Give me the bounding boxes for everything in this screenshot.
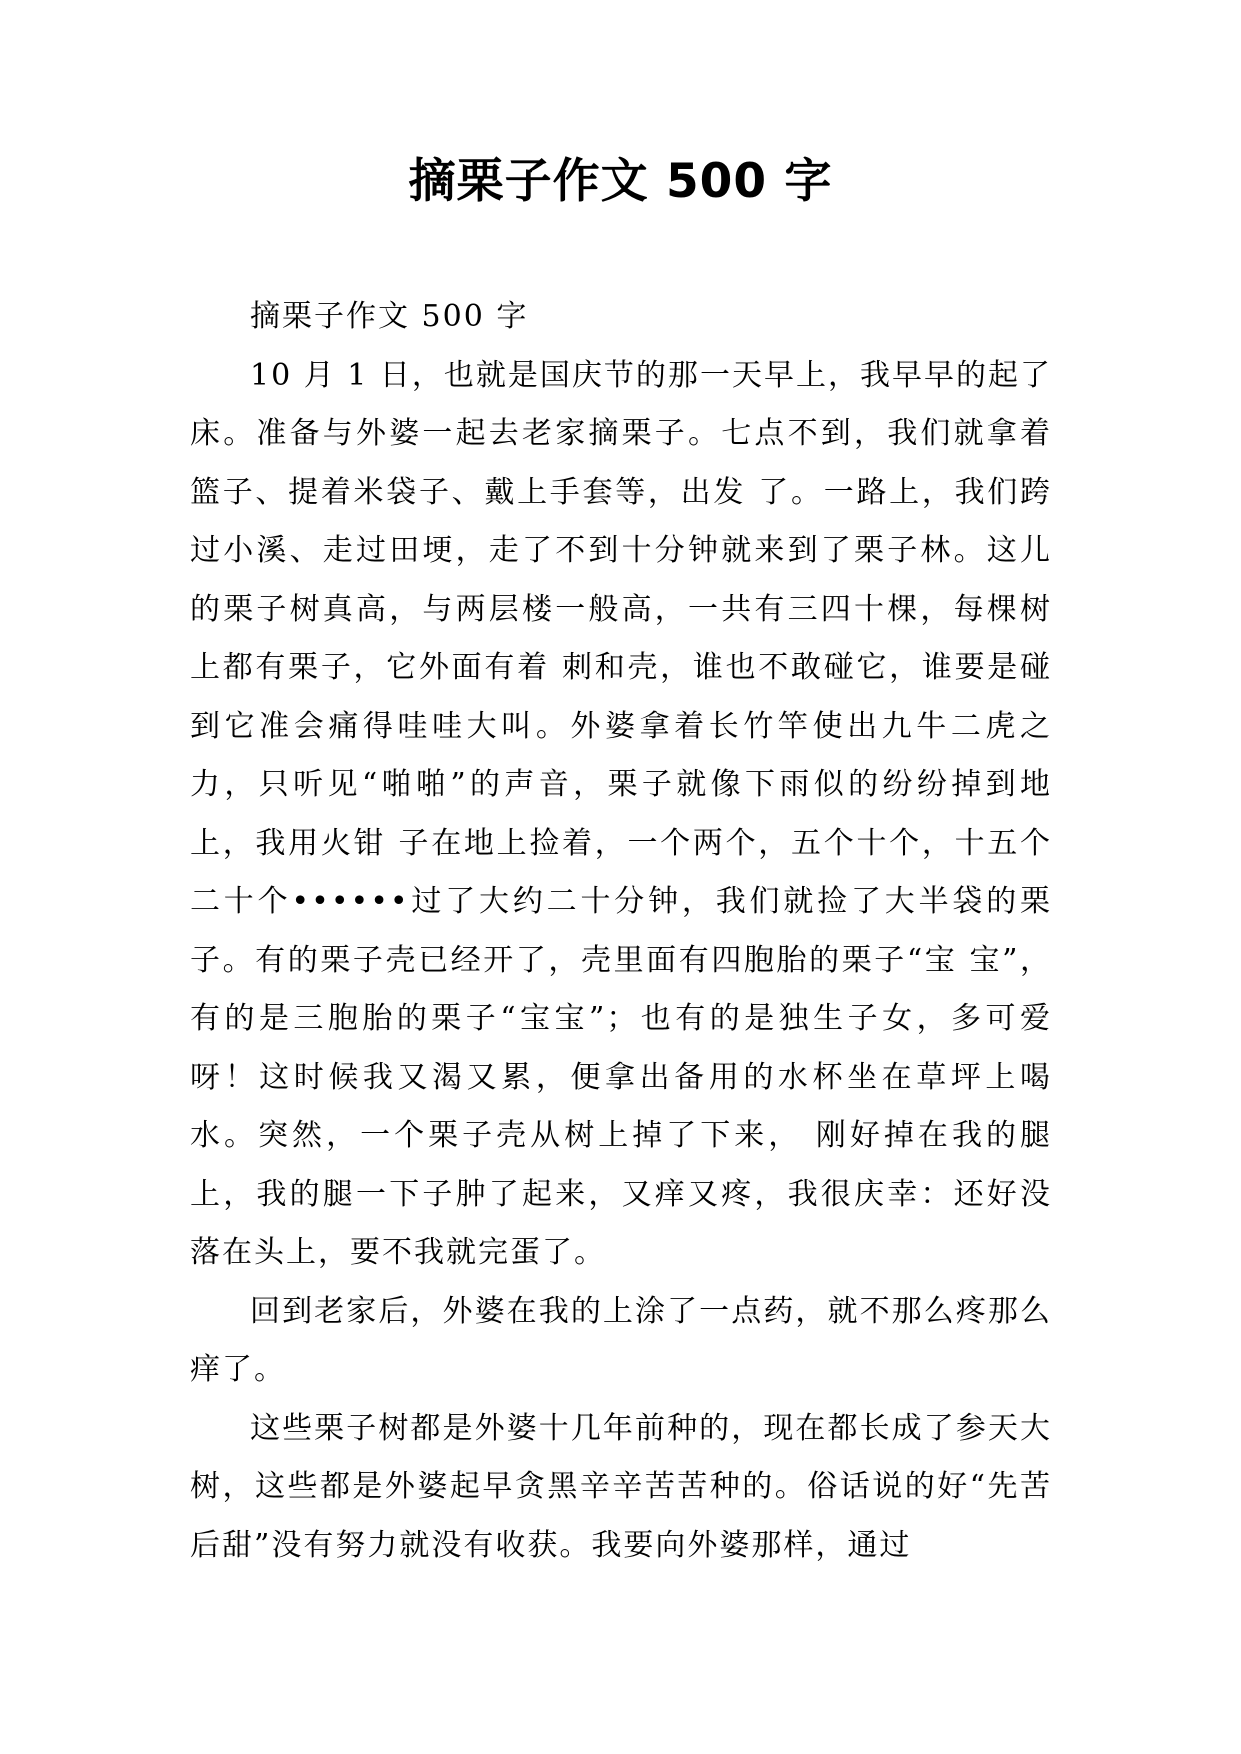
paragraph-3: 这些栗子树都是外婆十几年前种的，现在都长成了参天大树，这些都是外婆起早贪黑辛辛苦苦种的。俗话说的好“先苦后甜”没有努力就没有收获。我要向外婆那样，通过 [190, 1410, 1052, 1563]
paragraph-subtitle: 摘栗子作文 500 字 [250, 299, 529, 334]
document-body [190, 288, 1052, 1575]
paragraph-1: 10 月 1 日，也就是国庆节的那一天早上，我早早的起了床。准备与外婆一起去老家摘栗子。七点不到，我们就拿着篮子、提着米袋子、戴上手套等，出发 了。一路上，我们跨过小溪、走过田埂，走了不到十分钟就来到了栗子林。这儿的栗子树真高，与两层楼一般高，一共有三四十棵，每棵树上都有栗子，它外面有着 刺和壳，谁也不敢碰它，谁要是碰到它准会痛得哇哇大叫。外婆拿着长竹竿使出九牛二虎之力，只听见“啪啪”的声音，栗子就像下雨似的纷纷掉到地上，我用火钳 子在地上捡着，一个两个，五个十个，十五个二十个••••••过了大约二十分钟，我们就捡了大半袋的栗子。有的栗子壳已经开了，壳里面有四胞胎的栗子“宝 宝”，有的是三胞胎的栗子“宝宝”；也有的是独生子女，多可爱呀！这时候我又渴又累，便拿出备用的水杯坐在草坪上喝水。突然，一个栗子壳从树上掉了下来， 刚好掉在我的腿上，我的腿一下子肿了起来，又痒又疼，我很庆幸：还好没落在头上，要不我就完蛋了。 [190, 357, 1052, 1270]
document-title: 摘栗子作文 500 字 [408, 154, 833, 209]
paragraph-2: 回到老家后，外婆在我的上涂了一点药，就不那么疼那么痒了。 [190, 1293, 1052, 1387]
